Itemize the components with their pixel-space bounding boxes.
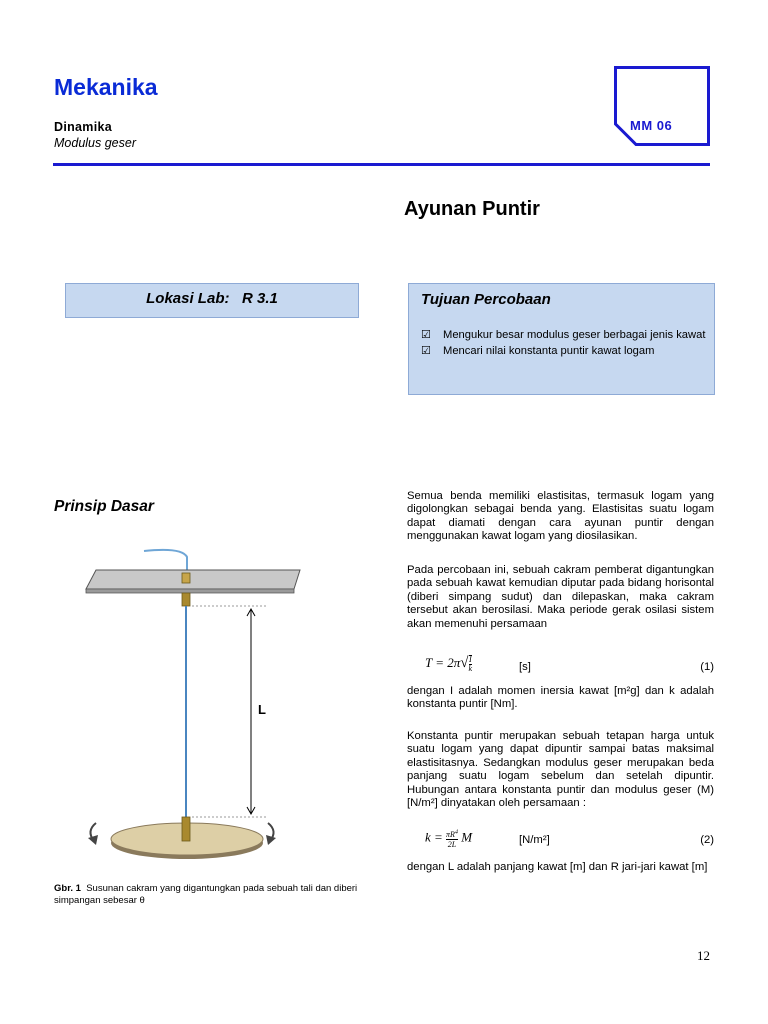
lab-location-room: R 3.1 [242,290,278,307]
paragraph-2: Pada percobaan ini, sebuah cakram pemberat digantungkan pada sebuah kawat kemudian diputar pada bidang horisontal (diberi simpang sudut) dan dilepaskan, maka cakram tersebut akan berosilasi. Maka periode gerak osilasi sistem akan memenuhi persamaan [407,564,714,630]
equation-2-formula: $k = \frac{\pi R^4}{2L}$ M [425,829,473,849]
equation-2 [407,828,714,854]
objectives-box [408,283,715,395]
equation-2-unit: [N/m²] [519,834,550,846]
module-code: MM 06 [630,118,673,133]
length-label: L [258,702,266,717]
subject-label: Dinamika [54,120,112,134]
equation-1-formula: $T = 2\pi√\frac{I}{k}$ [425,655,473,674]
page-title: Ayunan Puntir [404,198,540,220]
list-item [421,327,706,343]
section-heading: Prinsip Dasar [54,498,154,515]
equation-2-number: (2) [700,834,714,846]
equation-1-unit: [s] [519,661,531,673]
objective-text: Mencari nilai konstanta puntir kawat logam [443,345,655,357]
objectives-list [421,327,706,359]
equation-1 [407,655,714,681]
paragraph-5: dengan L adalah panjang kawat [m] dan R jari-jari kawat [m] [407,861,708,873]
caption-text: Susunan cakram yang digantungkan pada sebuah tali dan diberi simpangan sebesar θ [54,883,358,906]
module-code-box [614,66,710,146]
objectives-title: Tujuan Percobaan [421,291,551,308]
checkbox-icon: ☑ [421,344,431,357]
lab-location-box [65,283,359,318]
list-item [421,343,706,359]
objective-text: Mengukur besar modulus geser berbagai jenis kawat [443,329,706,341]
paragraph-4: Konstanta puntir merupakan sebuah tetapan harga untuk suatu logam yang dapat dipuntir sampai batas maksimal elastisitasnya. Sedangkan modulus geser merupakan beda panjang suatu logam sebelum dan setelah dipuntir. Hubungan antara konstanta puntir dan modulus geser (M) [N/m²] dinyatakan oleh persamaan : [407,730,714,810]
header-divider [53,163,710,166]
lab-location-label: Lokasi Lab: [146,290,230,307]
figure-caption [54,883,364,907]
paragraph-3: dengan I adalah momen inersia kawat [m²g] dan k adalah konstanta puntir [Nm]. [407,685,714,711]
paragraph-1: Semua benda memiliki elastisitas, termasuk logam yang digolongkan sebagai benda yang. Elastisitas suatu logam dapat diamati dengan cara ayunan puntir dengan menggunakan kawat logam yang diosilasikan. [407,490,714,543]
torsion-pendulum-figure [54,545,354,865]
page-number: 12 [697,948,710,963]
checkbox-icon: ☑ [421,328,431,341]
brand-title: Mekanika [54,74,158,100]
equation-1-number: (1) [700,661,714,673]
caption-prefix: Gbr. 1 [54,883,81,894]
topic-label: Modulus geser [54,136,136,150]
